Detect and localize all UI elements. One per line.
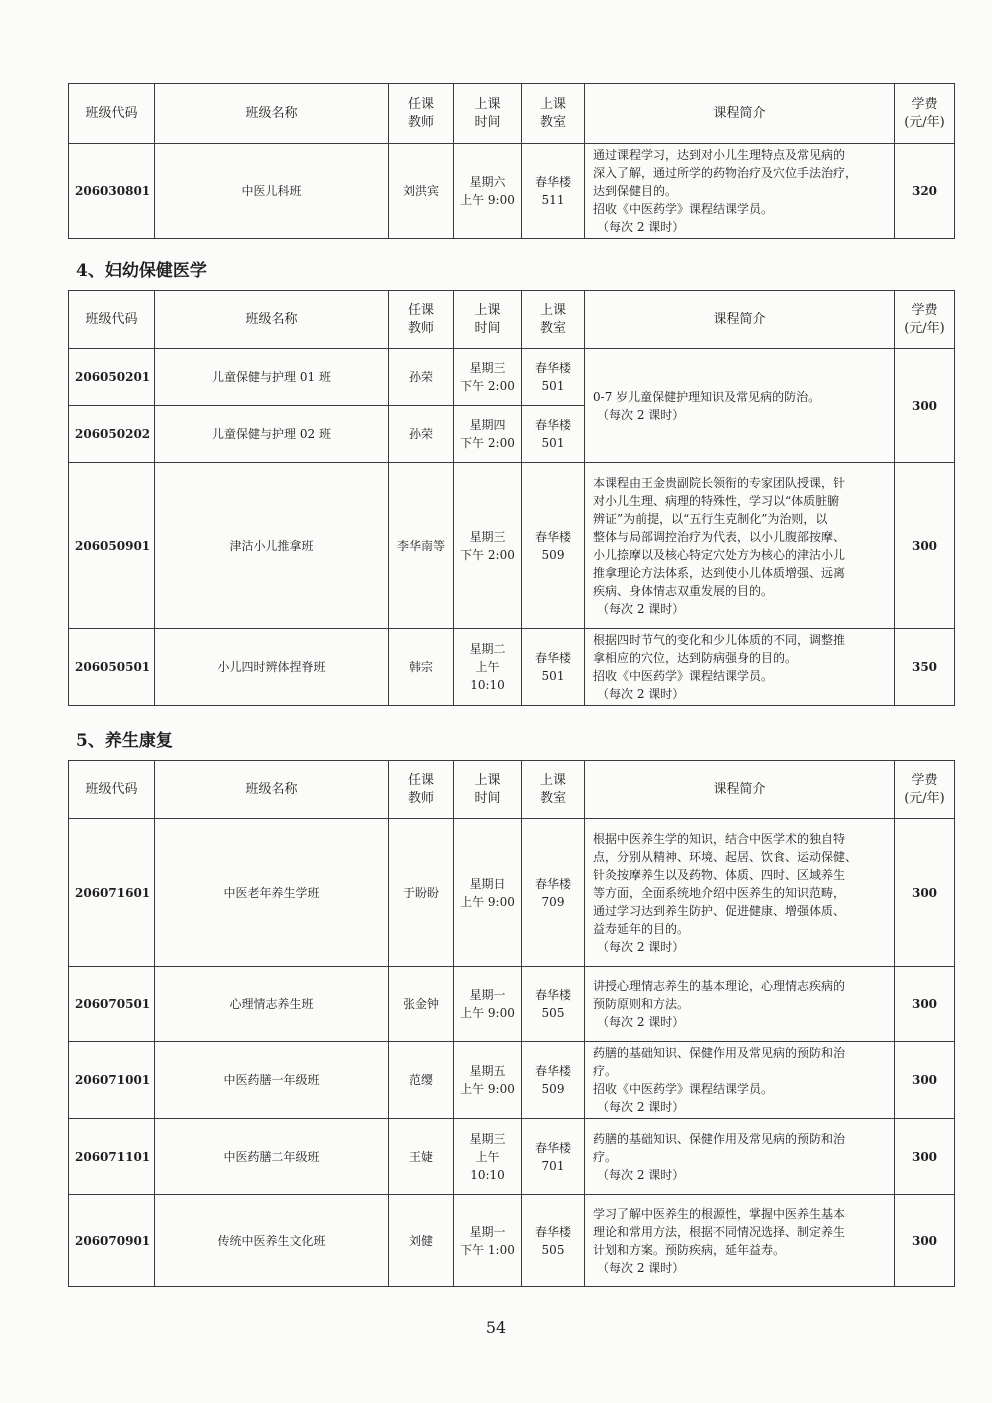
class-intro: 根据中医养生学的知识，结合中医学术的独自特 点，分别从精神、环境、起居、饮食、运动保健、 针灸按摩养生以及药物、体质、四时、区域养生 等方面，全面系统地介绍中医养生的知识范畴， 通过学习达到养生防护、促进健康、增强体质、 益寿延年的目的。 （每次 2 课时） [585, 819, 895, 967]
header-intro: 课程简介 [585, 84, 895, 144]
table-header-row [69, 761, 955, 819]
class-fee: 300 [895, 819, 955, 967]
class-code: 206071601 [69, 819, 155, 967]
class-fee: 300 [895, 1119, 955, 1195]
class-code: 206030801 [69, 144, 155, 239]
class-intro: 根据四时节气的变化和少儿体质的不同，调整推 拿相应的穴位，达到防病强身的目的。 招收《中医药学》课程结课学员。 （每次 2 课时） [585, 629, 895, 706]
header-intro: 课程简介 [585, 291, 895, 349]
class-fee: 300 [895, 1195, 955, 1287]
class-intro: 药膳的基础知识、保健作用及常见病的预防和治 疗。 （每次 2 课时） [585, 1119, 895, 1195]
header-room: 上课 教室 [522, 84, 585, 144]
class-fee: 300 [895, 349, 955, 463]
header-room: 上课 教室 [522, 291, 585, 349]
header-time: 上课 时间 [454, 291, 522, 349]
class-teacher: 孙荣 [389, 406, 454, 463]
class-room: 春华楼 505 [522, 967, 585, 1042]
table-header-row [69, 84, 955, 144]
header-name: 班级名称 [155, 84, 389, 144]
header-fee: 学费 (元/年) [895, 761, 955, 819]
table-row [69, 1195, 955, 1287]
class-time: 星期五 上午 9:00 [454, 1042, 522, 1119]
table-row [69, 967, 955, 1042]
header-fee: 学费 (元/年) [895, 84, 955, 144]
table-row [69, 819, 955, 967]
class-teacher: 王婕 [389, 1119, 454, 1195]
table-row [69, 629, 955, 706]
class-intro: 讲授心理情志养生的基本理论，心理情志疾病的 预防原则和方法。 （每次 2 课时） [585, 967, 895, 1042]
class-room: 春华楼 701 [522, 1119, 585, 1195]
header-room: 上课 教室 [522, 761, 585, 819]
class-name: 儿童保健与护理 01 班 [155, 349, 389, 406]
class-room: 春华楼 509 [522, 1042, 585, 1119]
header-code: 班级代码 [69, 291, 155, 349]
class-name: 中医药膳二年级班 [155, 1119, 389, 1195]
header-fee: 学费 (元/年) [895, 291, 955, 349]
table-row [69, 349, 955, 406]
class-intro: 学习了解中医养生的根源性，掌握中医养生基本 理论和常用方法，根据不同情况选择、制定养生 计划和方案。预防疾病，延年益寿。 （每次 2 课时） [585, 1195, 895, 1287]
class-name: 心理情志养生班 [155, 967, 389, 1042]
class-code: 206050201 [69, 349, 155, 406]
header-intro: 课程简介 [585, 761, 895, 819]
class-intro: 0-7 岁儿童保健护理知识及常见病的防治。 （每次 2 课时） [585, 349, 895, 463]
class-time: 星期一 上午 9:00 [454, 967, 522, 1042]
class-room: 春华楼 501 [522, 406, 585, 463]
class-fee: 300 [895, 967, 955, 1042]
class-code: 206071101 [69, 1119, 155, 1195]
class-name: 传统中医养生文化班 [155, 1195, 389, 1287]
header-code: 班级代码 [69, 84, 155, 144]
header-teacher: 任课 教师 [389, 291, 454, 349]
class-teacher: 刘健 [389, 1195, 454, 1287]
course-table-health-rehab [68, 760, 955, 1287]
table-row [69, 144, 955, 239]
class-teacher: 孙荣 [389, 349, 454, 406]
class-teacher: 张金钟 [389, 967, 454, 1042]
table-row [69, 463, 955, 629]
class-name: 中医药膳一年级班 [155, 1042, 389, 1119]
class-code: 206050501 [69, 629, 155, 706]
class-name: 津沽小儿推拿班 [155, 463, 389, 629]
class-name: 中医儿科班 [155, 144, 389, 239]
class-teacher: 范缨 [389, 1042, 454, 1119]
class-teacher: 韩宗 [389, 629, 454, 706]
class-time: 星期四 下午 2:00 [454, 406, 522, 463]
header-teacher: 任课 教师 [389, 761, 454, 819]
class-teacher: 李华南等 [389, 463, 454, 629]
class-fee: 300 [895, 463, 955, 629]
class-code: 206070901 [69, 1195, 155, 1287]
page-number: 54 [485, 1318, 507, 1337]
class-name: 小儿四时辨体捏脊班 [155, 629, 389, 706]
course-table-pediatrics [68, 83, 955, 239]
class-name: 儿童保健与护理 02 班 [155, 406, 389, 463]
class-room: 春华楼 505 [522, 1195, 585, 1287]
class-teacher: 于盼盼 [389, 819, 454, 967]
class-code: 206050202 [69, 406, 155, 463]
header-teacher: 任课 教师 [389, 84, 454, 144]
class-time: 星期三 下午 2:00 [454, 349, 522, 406]
header-name: 班级名称 [155, 291, 389, 349]
header-time: 上课 时间 [454, 84, 522, 144]
class-name: 中医老年养生学班 [155, 819, 389, 967]
class-time: 星期一 下午 1:00 [454, 1195, 522, 1287]
class-intro: 本课程由王金贵副院长领衔的专家团队授课，针 对小儿生理、病理的特殊性，学习以“体质脏腑 辨证”为前提，以“五行生克制化”为治则，以 整体与局部调控治疗为代表，以小儿腹部按摩、 小儿捺摩以及核心特定穴处方为核心的津沽小儿 推拿理论方法体系，达到使小儿体质增强、远离 疾病、身体情志双重发展的目的。 （每次 2 课时） [585, 463, 895, 629]
header-name: 班级名称 [155, 761, 389, 819]
class-time: 星期日 上午 9:00 [454, 819, 522, 967]
class-fee: 300 [895, 1042, 955, 1119]
table-header-row [69, 291, 955, 349]
class-room: 春华楼 509 [522, 463, 585, 629]
class-time: 星期三 上午 10:10 [454, 1119, 522, 1195]
class-code: 206071001 [69, 1042, 155, 1119]
class-fee: 350 [895, 629, 955, 706]
class-teacher: 刘洪宾 [389, 144, 454, 239]
course-table-maternal-child [68, 290, 955, 706]
class-room: 春华楼 709 [522, 819, 585, 967]
class-room: 春华楼 501 [522, 629, 585, 706]
table-row [69, 1119, 955, 1195]
class-code: 206070501 [69, 967, 155, 1042]
class-code: 206050901 [69, 463, 155, 629]
section-title-health-rehab: 5、养生康复 [76, 731, 173, 751]
section-title-maternal-child: 4、妇幼保健医学 [76, 261, 207, 281]
class-time: 星期三 下午 2:00 [454, 463, 522, 629]
class-time: 星期二 上午 10:10 [454, 629, 522, 706]
class-intro: 药膳的基础知识、保健作用及常见病的预防和治 疗。 招收《中医药学》课程结课学员。 （每次 2 课时） [585, 1042, 895, 1119]
table-row [69, 1042, 955, 1119]
class-intro: 通过课程学习，达到对小儿生理特点及常见病的 深入了解，通过所学的药物治疗及穴位手法治疗， 达到保健目的。 招收《中医药学》课程结课学员。 （每次 2 课时） [585, 144, 895, 239]
class-room: 春华楼 501 [522, 349, 585, 406]
class-fee: 320 [895, 144, 955, 239]
class-time: 星期六 上午 9:00 [454, 144, 522, 239]
header-time: 上课 时间 [454, 761, 522, 819]
class-room: 春华楼 511 [522, 144, 585, 239]
header-code: 班级代码 [69, 761, 155, 819]
